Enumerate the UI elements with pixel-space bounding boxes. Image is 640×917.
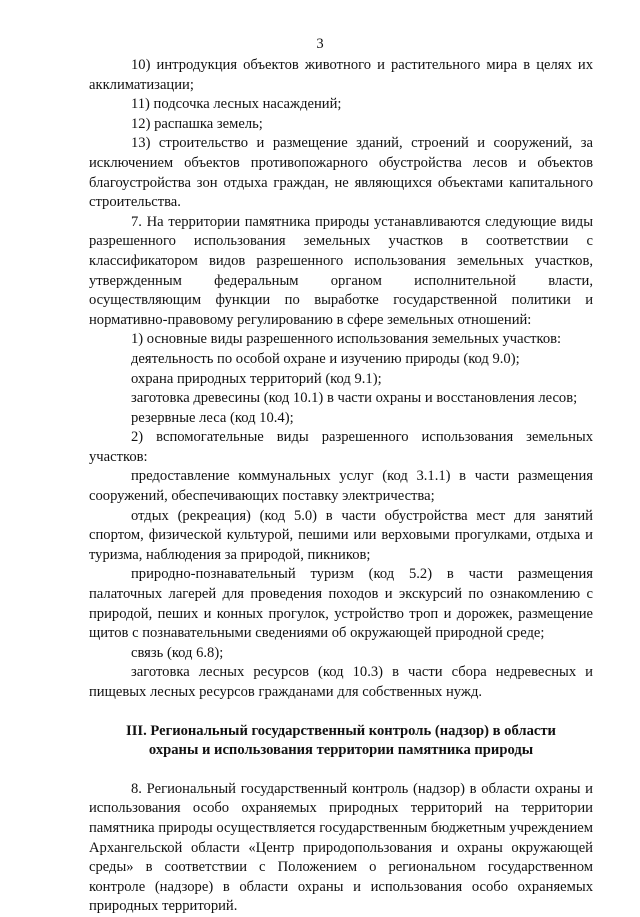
main-use-item: охрана природных территорий (код 9.1); bbox=[131, 370, 382, 387]
auxiliary-use-item: предоставление коммунальных услуг (код 3.1.1) в части размещения сооружений, обеспечивающих поставку электричества; bbox=[89, 468, 593, 505]
clause-8: 8. Региональный государственный контроль (надзор) в области охраны и использования особо охраняемых природных территорий на территории памятника природы осуществляется государственным бюджетным учреждением Архангельской области «Центр природопользования и охраны окружающей среды» в соответствии с Положением о региональном государственном контроле (надзоре) в области охраны и использования особо охраняемых природных территорий. bbox=[89, 780, 593, 915]
main-use-item: резервные леса (код 10.4); bbox=[131, 409, 294, 426]
main-use-item: заготовка древесины (код 10.1) в части охраны и восстановления лесов; bbox=[131, 390, 578, 407]
list-item-13: 13) строительство и размещение зданий, строений и сооружений, за исключением объектов противопожарного обустройства лесов и объектов благоустройства зон отдыха граждан, не являющихся объектами капитального строительства. bbox=[89, 135, 593, 211]
list-item-10: 10) интродукция объектов животного и растительного мира в целях их акклиматизации; bbox=[89, 57, 593, 93]
auxiliary-uses-heading: 2) вспомогательные виды разрешенного использования земельных участков: bbox=[89, 429, 593, 465]
auxiliary-use-item: заготовка лесных ресурсов (код 10.3) в части сбора недревесных и пищевых лесных ресурсов гражданами для собственных нужд. bbox=[89, 664, 593, 700]
auxiliary-use-item: связь (код 6.8); bbox=[131, 644, 224, 661]
section-heading: III. Региональный государственный контроль (надзор) в области охраны и использования территории памятника природы bbox=[126, 722, 556, 759]
auxiliary-use-item: природно-познавательный туризм (код 5.2) в части размещения палаточных лагерей для проведения походов и экскурсий по ознакомлению с природой, пеших и конных прогулок, устройство троп и дорожек, размещение щитов с познавательными сведениями об окружающей природной среде; bbox=[89, 566, 593, 642]
page-number: 3 bbox=[316, 36, 324, 52]
auxiliary-use-item: отдых (рекреация) (код 5.0) в части обустройства мест для занятий спортом, физической культурой, пешими или верховыми прогулками, отдыха и туризма, наблюдения за природой, пикников; bbox=[89, 507, 593, 563]
main-use-item: деятельность по особой охране и изучению природы (код 9.0); bbox=[131, 350, 520, 367]
page-content bbox=[89, 56, 593, 917]
list-item-11: 11) подсочка лесных насаждений; bbox=[131, 96, 342, 113]
clause-7: 7. На территории памятника природы устанавливаются следующие виды разрешенного использования земельных участков в соответствии с классификатором видов разрешенного использования земельных участков, утвержденным федеральным органом исполнительной власти, осуществляющим функции по выработке государственной политики и нормативно-правовому регулированию в сфере земельных отношений: bbox=[89, 213, 593, 328]
list-item-12: 12) распашка земель; bbox=[131, 115, 263, 132]
main-uses-heading: 1) основные виды разрешенного использования земельных участков: bbox=[131, 331, 562, 348]
